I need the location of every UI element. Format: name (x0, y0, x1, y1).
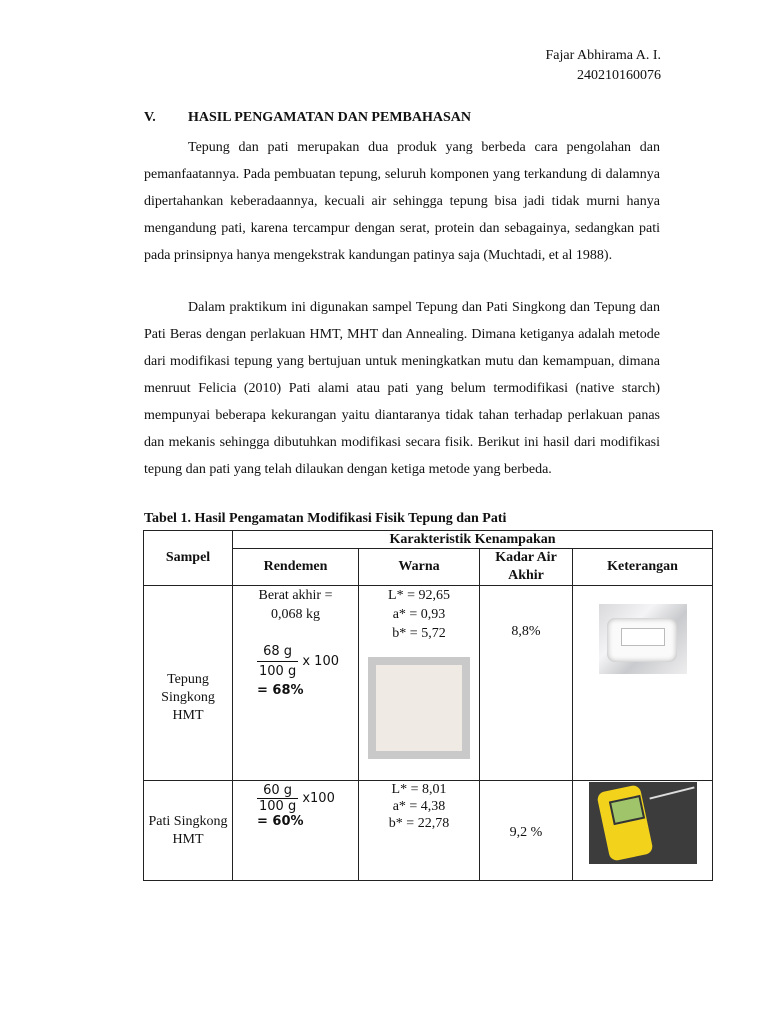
fraction (257, 783, 298, 814)
header-group: Karakteristik Kenampakan (233, 531, 713, 549)
rendemen-cell (233, 781, 359, 881)
denominator: 100 g (259, 799, 297, 814)
header-kadar-air: Kadar Air Akhir (480, 549, 573, 586)
warna-cell (359, 781, 480, 881)
rendemen-result: = 68% (257, 683, 304, 698)
header-keterangan: Keterangan (573, 549, 713, 586)
header-warna: Warna (359, 549, 480, 586)
section-number: V. (144, 110, 156, 125)
section-heading (144, 110, 471, 126)
header-sampel: Sampel (144, 531, 233, 586)
table-row (144, 586, 713, 781)
meter-body (596, 784, 654, 862)
kadar-air-cell: 8,8% (480, 586, 573, 781)
fraction (257, 642, 298, 681)
rendemen-formula (233, 642, 358, 700)
warna-b: b* = 5,72 (392, 626, 446, 641)
results-table (143, 530, 713, 881)
table-row (144, 781, 713, 881)
paragraph-1-block (144, 134, 660, 269)
numerator: 60 g (257, 783, 298, 799)
numerator: 68 g (257, 642, 298, 662)
moisture-meter-photo (589, 782, 697, 864)
warna-b: b* = 22,78 (388, 816, 450, 831)
sampel-cell: Pati Singkong HMT (144, 781, 233, 881)
rendemen-cell (233, 586, 359, 781)
kadar-air-cell: 9,2 % (480, 781, 573, 881)
rendemen-result: = 60% (257, 814, 304, 829)
rendemen-text: Berat akhir = 0,068 kg (258, 588, 333, 622)
warna-a: a* = 4,38 (392, 799, 446, 814)
bag-label (621, 628, 665, 646)
meter-probe (649, 786, 694, 799)
table-caption: Tabel 1. Hasil Pengamatan Modifikasi Fisik Tepung dan Pati (144, 511, 507, 526)
warna-cell (359, 586, 480, 781)
warna-l: L* = 8,01 (391, 782, 447, 797)
warna-a: a* = 0,93 (392, 607, 446, 622)
sampel-cell: Tepung Singkong HMT (144, 586, 233, 781)
color-swatch (376, 665, 462, 751)
student-id: 240210160076 (577, 68, 661, 83)
section-title: HASIL PENGAMATAN DAN PEMBAHASAN (188, 110, 471, 125)
paragraph-2-block (144, 294, 660, 483)
multiplier: x100 (302, 791, 335, 806)
author-name: Fajar Abhirama A. I. (545, 48, 661, 63)
rendemen-formula (233, 783, 358, 829)
keterangan-cell (573, 586, 713, 781)
multiplier: x 100 (302, 654, 339, 669)
warna-l: L* = 92,65 (388, 588, 450, 603)
page-header (546, 46, 661, 86)
header-rendemen: Rendemen (233, 549, 359, 586)
paragraph: Tepung dan pati merupakan dua produk yang berbeda cara pengolahan dan pemanfaatannya. Pada pembuatan tepung, seluruh komponen yang terkandung di dalamnya dipertahankan keberadaannya, kecuali air sehingga tepung bisa jadi tidak murni hanya mengandung pati, karena tercampur dengan serat, protein dan sebagainya, sedangkan pati pada prinsipnya hanya mengekstrak kandungan patinya saja (Muchtadi, et al 1988). (144, 140, 660, 263)
paragraph: Dalam praktikum ini digunakan sampel Tepung dan Pati Singkong dan Tepung dan Pati Beras dengan perlakuan HMT, MHT dan Annealing. Dimana ketiganya adalah metode dari modifikasi tepung yang bertujuan untuk meningkatkan mutu dan kemampuan, dimana menruut Felicia (2010) Pati alami atau pati yang belum termodifikasi (native starch) mempunyai beberapa kekurangan yaitu diantaranya tidak tahan terhadap perlakuan panas dan mekanis sehingga dibutuhkan modifikasi secara fisik. Berikut ini hasil dari modifikasi tepung dan pati yang telah dilaukan dengan ketiga metode yang berbeda. (144, 300, 660, 477)
denominator: 100 g (259, 664, 297, 679)
flour-bag-photo (599, 604, 687, 674)
keterangan-cell (573, 781, 713, 881)
color-swatch-frame (368, 657, 470, 759)
